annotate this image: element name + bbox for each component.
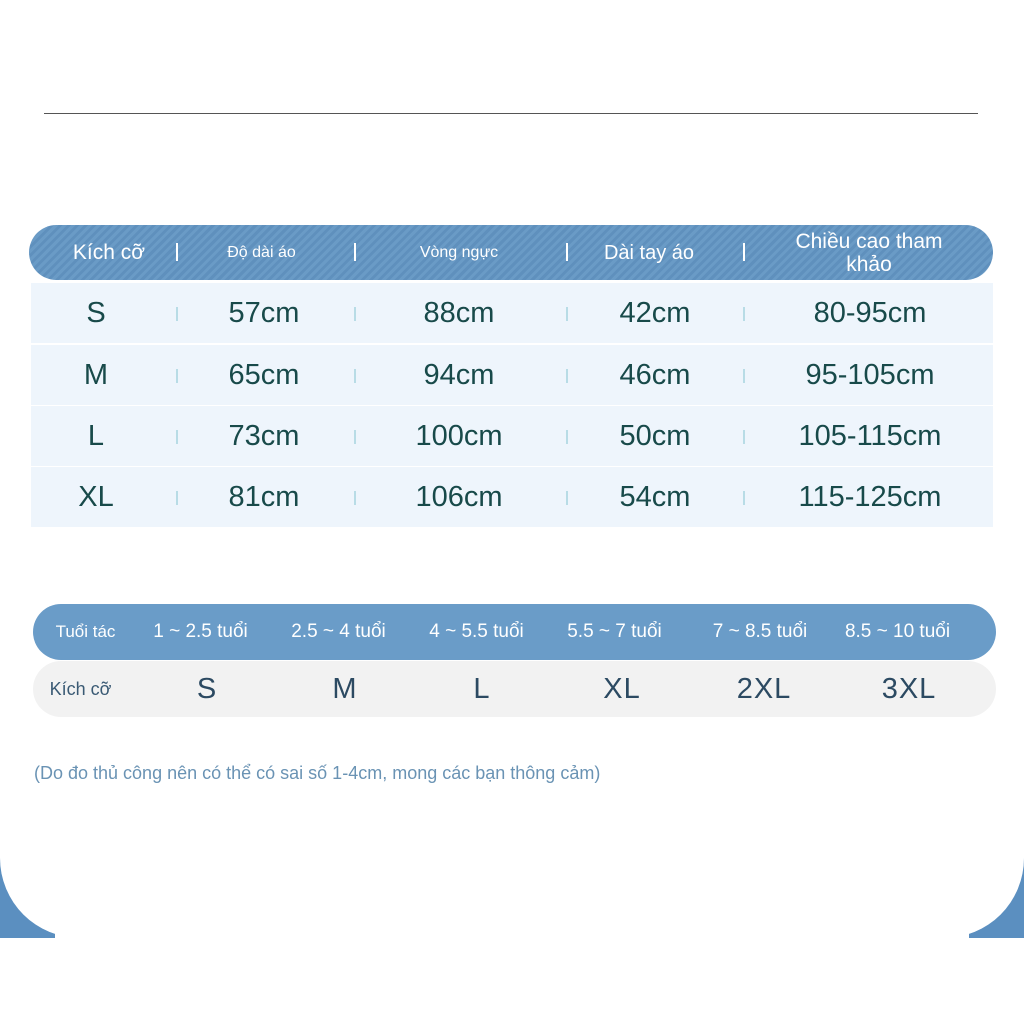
row-separator: [354, 307, 356, 321]
table-row: [31, 467, 993, 527]
height-cell: 80-95cm: [813, 296, 927, 329]
age-range: 5.5 ~ 7 tuổi: [567, 621, 662, 642]
age-range: 2.5 ~ 4 tuổi: [291, 621, 386, 642]
age-range: 8.5 ~ 10 tuổi: [844, 621, 951, 642]
height-cell: 95-105cm: [805, 358, 935, 391]
age-table-header: [33, 604, 996, 660]
row-separator: [176, 307, 178, 321]
age-range: 1 ~ 2.5 tuổi: [153, 621, 248, 642]
height-cell: 115-125cm: [798, 480, 942, 513]
header-sleeve: Dài tay áo: [603, 241, 695, 264]
size-cell: L: [87, 419, 105, 452]
row-separator: [354, 430, 356, 444]
header-separator: [566, 243, 568, 261]
row-separator: [743, 369, 745, 383]
height-cell: 105-115cm: [798, 419, 942, 452]
row-separator: [176, 369, 178, 383]
row-separator: [354, 369, 356, 383]
header-size: Kích cỡ: [72, 240, 146, 264]
row-separator: [176, 491, 178, 505]
length-cell: 81cm: [228, 480, 300, 513]
chest-cell: 94cm: [423, 358, 495, 391]
length-cell: 65cm: [228, 358, 300, 391]
size-value: XL: [603, 672, 641, 705]
header-separator: [354, 243, 356, 261]
size-cell: S: [86, 296, 106, 329]
page-bottom-strip: [0, 938, 1024, 1024]
top-divider: [44, 113, 978, 114]
size-cell: XL: [78, 480, 114, 513]
table-row: [31, 283, 993, 343]
size-value: S: [196, 672, 218, 705]
row-separator: [566, 369, 568, 383]
age-range: 4 ~ 5.5 tuổi: [429, 621, 524, 642]
age-row-label: Kích cỡ: [49, 678, 112, 699]
header-chest: Vòng ngực: [419, 243, 499, 261]
row-separator: [743, 430, 745, 444]
size-cell: M: [83, 358, 109, 391]
chest-cell: 100cm: [415, 419, 503, 452]
sleeve-cell: 46cm: [619, 358, 691, 391]
chest-cell: 88cm: [423, 296, 495, 329]
length-cell: 73cm: [228, 419, 300, 452]
age-header-label: Tuổi tác: [55, 622, 116, 641]
measurement-note: (Do đo thủ công nên có thể có sai số 1-4cm, mong các bạn thông cảm): [34, 763, 601, 783]
table-row: [31, 406, 993, 466]
age-range: 7 ~ 8.5 tuổi: [712, 621, 808, 642]
row-separator: [176, 430, 178, 444]
sleeve-cell: 42cm: [619, 296, 691, 329]
sleeve-cell: 50cm: [619, 419, 691, 452]
size-value: 3XL: [881, 672, 937, 705]
length-cell: 57cm: [228, 296, 300, 329]
table-row: [31, 345, 993, 405]
header-separator: [176, 243, 178, 261]
age-size-row: [33, 661, 996, 717]
chest-cell: 106cm: [415, 480, 503, 513]
size-value: M: [332, 672, 358, 705]
size-value: 2XL: [736, 672, 792, 705]
size-value: L: [473, 672, 491, 705]
header-length: Độ dài áo: [227, 243, 296, 261]
sleeve-cell: 54cm: [619, 480, 691, 513]
row-separator: [743, 307, 745, 321]
row-separator: [354, 491, 356, 505]
row-separator: [566, 307, 568, 321]
row-separator: [566, 430, 568, 444]
header-separator: [743, 243, 745, 261]
row-separator: [566, 491, 568, 505]
row-separator: [743, 491, 745, 505]
header-height: Chiều cao tham khảo: [795, 229, 943, 276]
size-table-header: [29, 225, 993, 280]
